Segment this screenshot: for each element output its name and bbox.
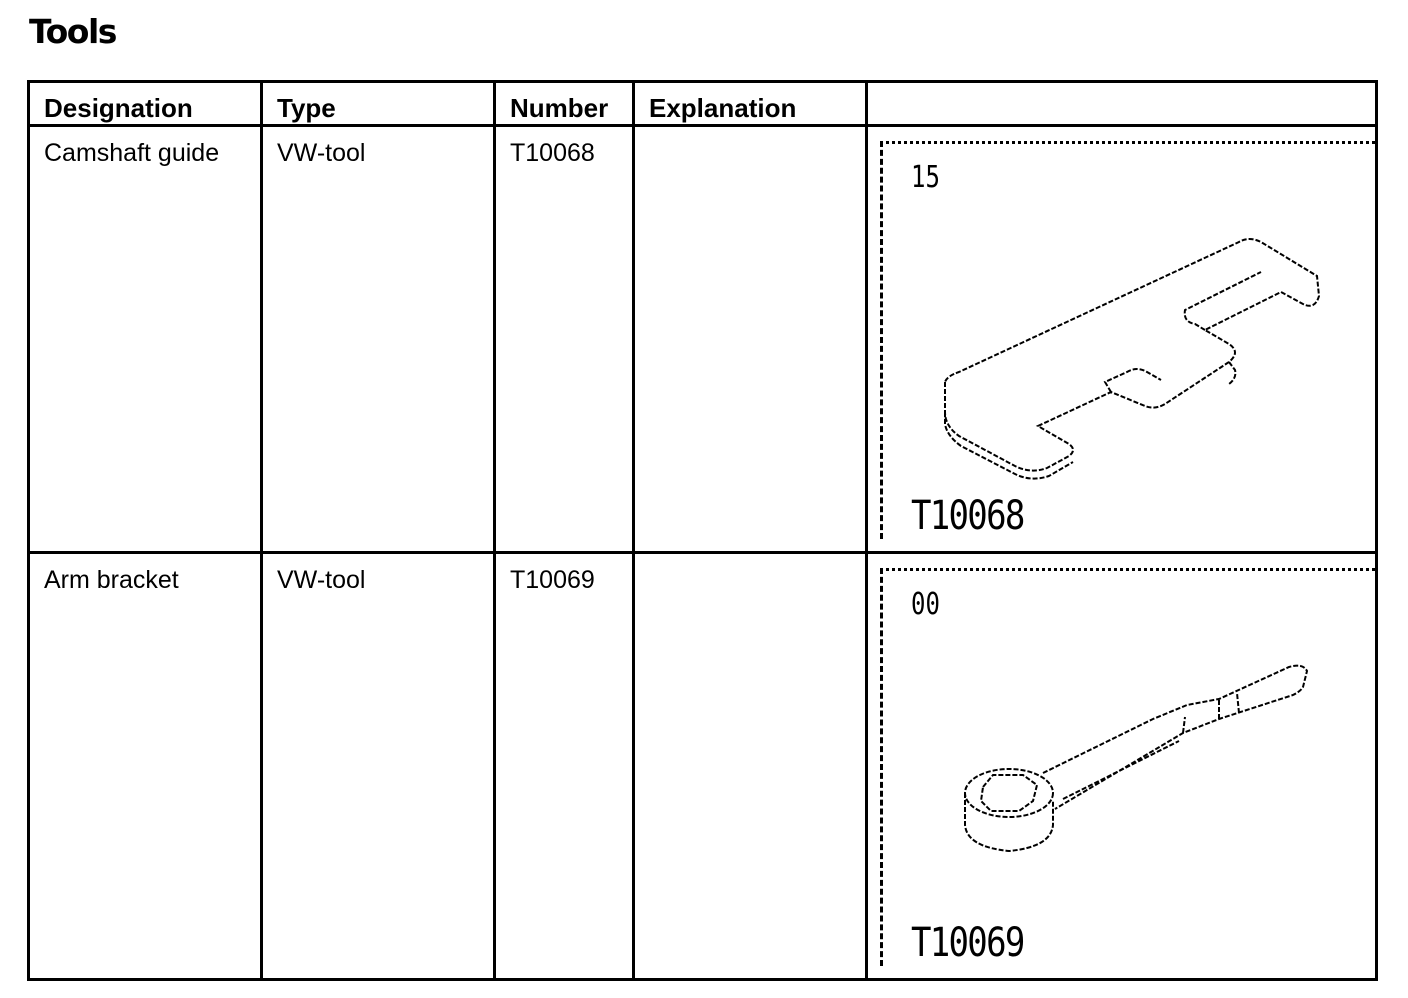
cell-number: T10068 <box>495 126 634 553</box>
figure-code: 00 <box>911 587 940 622</box>
table-row <box>29 553 1377 980</box>
header-illustration <box>867 82 1377 126</box>
cell-type: VW-tool <box>262 126 495 553</box>
cell-designation: Camshaft guide <box>29 126 262 553</box>
cell-illustration <box>867 553 1377 980</box>
cell-explanation <box>634 553 867 980</box>
page-title: Tools <box>29 12 116 51</box>
cell-number: T10069 <box>495 553 634 980</box>
arm-bracket-tool-icon <box>883 571 1378 971</box>
cell-designation: Arm bracket <box>29 553 262 980</box>
figure-label: T10069 <box>911 920 1024 966</box>
tool-figure <box>880 141 1375 539</box>
cell-type: VW-tool <box>262 553 495 980</box>
figure-code: 15 <box>911 160 940 195</box>
cell-illustration <box>867 126 1377 553</box>
header-number: Number <box>495 82 634 126</box>
table-row <box>29 126 1377 553</box>
table-header-row <box>29 82 1377 126</box>
header-type: Type <box>262 82 495 126</box>
figure-label: T10068 <box>911 493 1024 539</box>
tool-figure <box>880 568 1375 966</box>
header-explanation: Explanation <box>634 82 867 126</box>
camshaft-guide-tool-icon <box>883 144 1378 544</box>
header-designation: Designation <box>29 82 262 126</box>
cell-explanation <box>634 126 867 553</box>
tools-table <box>27 80 1378 981</box>
